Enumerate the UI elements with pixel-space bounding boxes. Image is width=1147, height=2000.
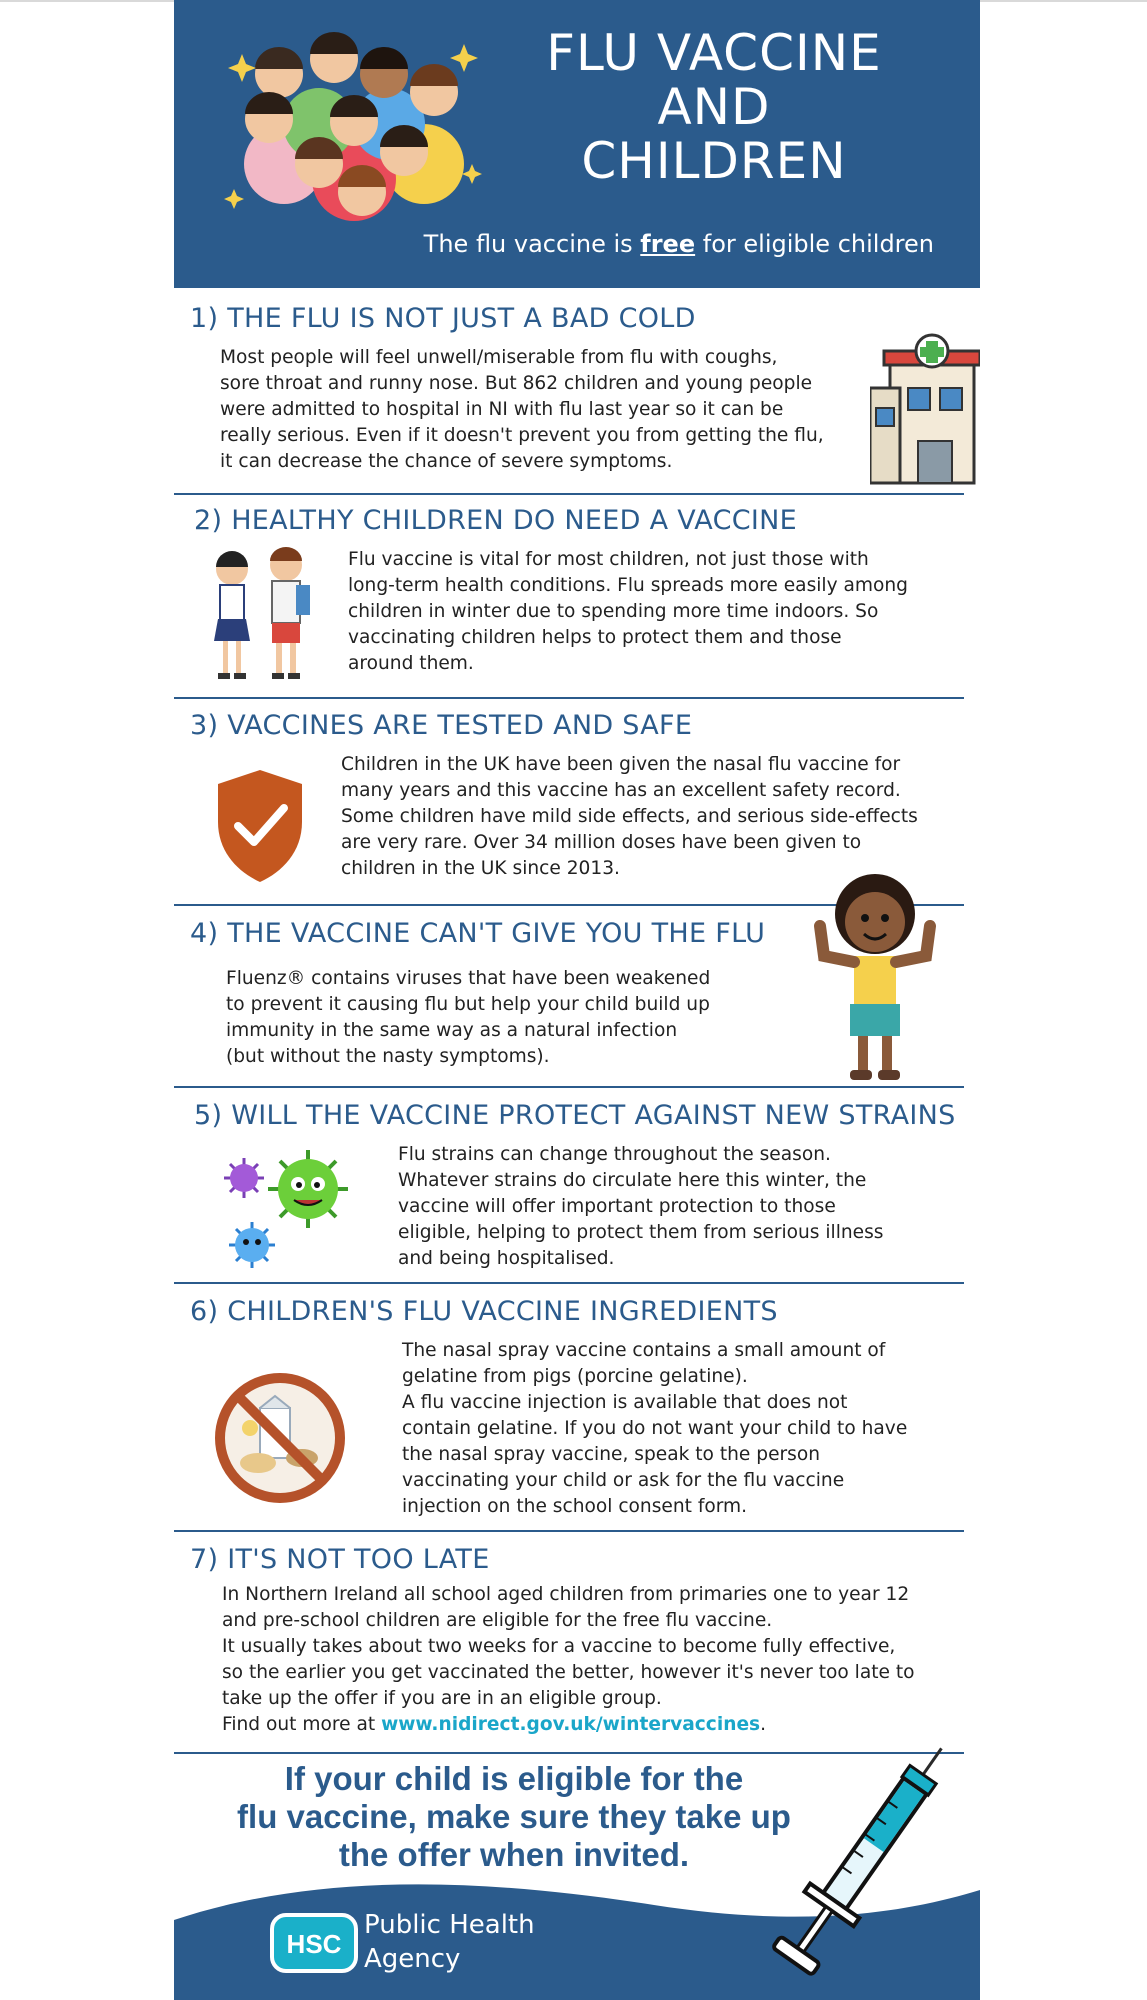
body-line: it can decrease the chance of severe symptoms.: [220, 451, 673, 472]
schoolchildren-illustration: [196, 547, 316, 687]
section-new-strains: [174, 1100, 964, 1280]
body-line: Some children have mild side effects, and serious side-effects: [341, 806, 918, 827]
body-line: (but without the nasty symptoms).: [226, 1046, 550, 1067]
callout-line: flu vaccine, make sure they take up: [237, 1798, 791, 1835]
body-line: Flu strains can change throughout the season.: [398, 1144, 831, 1165]
nidirect-link[interactable]: www.nidirect.gov.uk/wintervaccines: [381, 1714, 761, 1735]
section-divider: [174, 493, 964, 495]
no-ingredients-icon: [210, 1368, 350, 1508]
body-line: vaccine will offer important protection to those: [398, 1196, 836, 1217]
eligibility-callout: [224, 1760, 804, 1874]
section-body: [402, 1338, 962, 1520]
syringe-icon: [764, 1718, 964, 2000]
body-line: and pre-school children are eligible for the free flu vaccine.: [222, 1610, 773, 1631]
body-line: contain gelatine. If you do not want your child to have: [402, 1418, 908, 1439]
section-title: 2) HEALTHY CHILDREN DO NEED A VACCINE: [194, 505, 798, 536]
body-line: vaccinating your child or ask for the flu vaccine: [402, 1470, 845, 1491]
section-body: [222, 1582, 962, 1738]
body-line: eligible, helping to protect them from serious illness: [398, 1222, 884, 1243]
strong-child-illustration: [810, 866, 940, 1088]
section-divider: [174, 697, 964, 699]
body-line: In Northern Ireland all school aged children from primaries one to year 12: [222, 1584, 910, 1605]
happy-children-illustration: [224, 14, 484, 226]
body-line: It usually takes about two weeks for a vaccine to become fully effective,: [222, 1636, 896, 1657]
section-body: [398, 1142, 958, 1272]
section-body: [220, 345, 860, 475]
section-divider: [174, 1530, 964, 1532]
body-line: are very rare. Over 34 million doses have been given to: [341, 832, 862, 853]
section-divider: [174, 1086, 964, 1088]
body-line: A flu vaccine injection is available that does not: [402, 1392, 848, 1413]
body-line: so the earlier you get vaccinated the better, however it's never too late to: [222, 1662, 915, 1683]
public-health-agency-name: [364, 1908, 535, 1976]
section-body: [348, 547, 958, 677]
org-name-line: Agency: [364, 1944, 461, 1974]
poster-title-line: FLU VACCINE: [546, 24, 882, 82]
body-line: to prevent it causing flu but help your child build up: [226, 994, 710, 1015]
body-line: children in winter due to spending more time indoors. So: [348, 601, 879, 622]
body-line: vaccinating children helps to protect them and those: [348, 627, 842, 648]
body-line: the nasal spray vaccine, speak to the person: [402, 1444, 820, 1465]
body-line: many years and this vaccine has an excellent safety record.: [341, 780, 901, 801]
hospital-icon: [870, 333, 980, 488]
section-healthy-children: [174, 505, 964, 695]
section-body: [226, 966, 786, 1070]
body-line: Most people will feel unwell/miserable from flu with coughs,: [220, 347, 778, 368]
callout-line: If your child is eligible for the: [284, 1760, 744, 1797]
subtitle-prefix: The flu vaccine is: [423, 230, 633, 258]
body-line: Children in the UK have been given the nasal flu vaccine for: [341, 754, 901, 775]
poster-title-line: AND: [657, 78, 771, 136]
section-divider: [174, 1282, 964, 1284]
infographic-poster: [174, 0, 980, 2000]
poster-subtitle: [354, 230, 934, 258]
body-line: and being hospitalised.: [398, 1248, 615, 1269]
section-title: 3) VACCINES ARE TESTED AND SAFE: [190, 710, 693, 741]
poster-title: [474, 26, 954, 188]
body-line: Fluenz® contains viruses that have been weakened: [226, 968, 711, 989]
body-line: were admitted to hospital in NI with flu last year so it can be: [220, 399, 784, 420]
section-body: [341, 752, 961, 882]
body-line: around them.: [348, 653, 474, 674]
section-title: 7) IT'S NOT TOO LATE: [190, 1544, 490, 1575]
hsc-logo-text: HSC: [286, 1929, 342, 1959]
body-line: long-term health conditions. Flu spreads more easily among: [348, 575, 908, 596]
hsc-logo: [269, 1912, 359, 1974]
body-line: really serious. Even if it doesn't prevent you from getting the flu,: [220, 425, 824, 446]
body-line: take up the offer if you are in an eligible group.: [222, 1688, 662, 1709]
section-flu-not-cold: [174, 303, 964, 493]
section-ingredients: [174, 1296, 964, 1528]
section-title: 1) THE FLU IS NOT JUST A BAD COLD: [190, 303, 696, 334]
subtitle-emphasis: free: [640, 230, 696, 258]
shield-check-icon: [210, 766, 310, 886]
find-out-more-prefix: Find out more at: [222, 1714, 376, 1735]
subtitle-suffix: for eligible children: [702, 230, 934, 258]
section-title: 6) CHILDREN'S FLU VACCINE INGREDIENTS: [190, 1296, 778, 1327]
virus-germs-icon: [216, 1144, 356, 1274]
section-title: 4) THE VACCINE CAN'T GIVE YOU THE FLU: [190, 918, 766, 949]
body-line: The nasal spray vaccine contains a small amount of: [402, 1340, 886, 1361]
callout-line: the offer when invited.: [338, 1836, 690, 1873]
body-line: Flu vaccine is vital for most children, not just those with: [348, 549, 869, 570]
section-title: 5) WILL THE VACCINE PROTECT AGAINST NEW STRAINS: [194, 1100, 956, 1131]
body-line: gelatine from pigs (porcine gelatine).: [402, 1366, 748, 1387]
poster-title-line: CHILDREN: [581, 132, 847, 190]
body-line: immunity in the same way as a natural infection: [226, 1020, 678, 1041]
body-line: sore throat and runny nose. But 862 children and young people: [220, 373, 813, 394]
body-line: children in the UK since 2013.: [341, 858, 620, 879]
body-line: injection on the school consent form.: [402, 1496, 748, 1517]
header-banner: [174, 0, 980, 288]
body-line: Whatever strains do circulate here this winter, the: [398, 1170, 867, 1191]
find-out-more-suffix: .: [760, 1714, 767, 1735]
org-name-line: Public Health: [364, 1910, 535, 1940]
